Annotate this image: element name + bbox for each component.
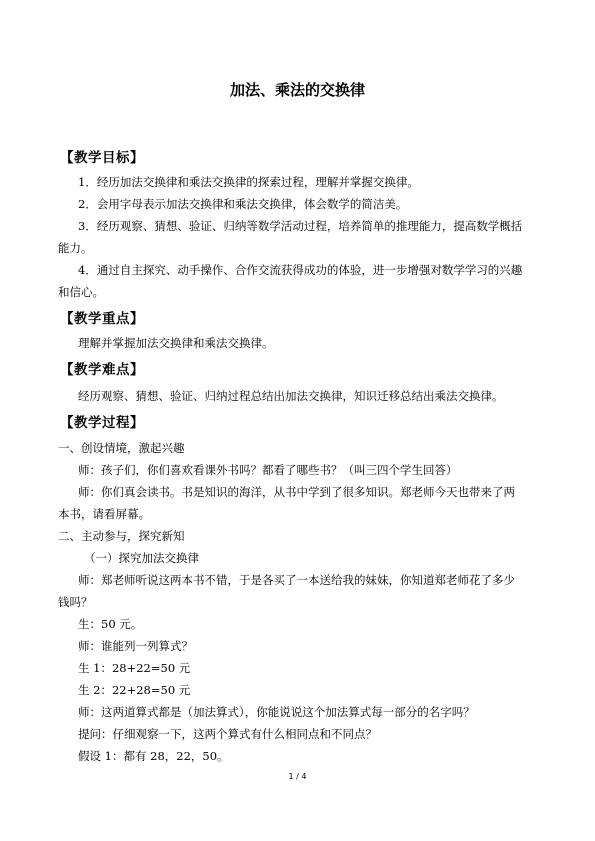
goals-heading: 【教学目标】 xyxy=(60,150,144,166)
process-line: 本书，请看屏幕。 xyxy=(58,507,150,521)
process-line: 提问：仔细观察一下，这两个算式有什么相同点和不同点？ xyxy=(78,727,377,741)
process-line: 师：谁能列一列算式？ xyxy=(78,639,193,653)
goal-item: 3．经历观察、猜想、验证、归纳等数学活动过程，培养简单的推理能力，提高数学概括 xyxy=(78,219,523,233)
process-line: 生 1：28+22=50 元 xyxy=(78,661,191,675)
page-number: 1 / 4 xyxy=(288,772,307,781)
difficulty-heading: 【教学难点】 xyxy=(60,362,144,378)
goal-item: 和信心。 xyxy=(58,285,104,299)
process-heading: 【教学过程】 xyxy=(60,415,144,431)
goal-item: 能力。 xyxy=(58,241,93,255)
goal-item: 2．会用字母表示加法交换律和乘法交换律，体会数学的简洁美。 xyxy=(78,197,408,211)
document-title: 加法、乘法的交换律 xyxy=(229,81,365,99)
difficulty-text: 经历观察、猜想、验证、归纳过程总结出加法交换律，知识迁移总结出乘法交换律。 xyxy=(78,389,504,403)
key-heading: 【教学重点】 xyxy=(60,311,144,327)
goal-item: 1．经历加法交换律和乘法交换律的探索过程，理解并掌握交换律。 xyxy=(78,175,419,189)
process-line: 二、主动参与，探究新知 xyxy=(58,529,185,543)
process-line: 生：50 元。 xyxy=(78,617,143,631)
process-line: 假设 1：都有 28，22，50。 xyxy=(78,749,229,763)
goal-item: 4．通过自主探究、动手操作、合作交流获得成功的体验，进一步增强对数学学习的兴趣 xyxy=(78,263,523,277)
key-text: 理解并掌握加法交换律和乘法交换律。 xyxy=(78,336,274,350)
process-line: 钱吗？ xyxy=(58,595,93,609)
process-line: （一）探究加法交换律 xyxy=(84,551,199,565)
process-line: 师：你们真会读书。书是知识的海洋，从书中学到了很多知识。郑老师今天也带来了两 xyxy=(78,485,515,499)
process-line: 一、创设情境，激起兴趣 xyxy=(58,441,185,455)
process-line: 师：孩子们，你们喜欢看课外书吗？都看了哪些书？（叫三四个学生回答） xyxy=(78,463,458,477)
process-line: 师：郑老师听说这两本书不错，于是各买了一本送给我的妹妹，你知道郑老师花了多少 xyxy=(78,573,515,587)
process-line: 生 2：22+28=50 元 xyxy=(78,683,191,697)
process-line: 师：这两道算式都是（加法算式），你能说说这个加法算式每一部分的名字吗？ xyxy=(78,705,475,719)
